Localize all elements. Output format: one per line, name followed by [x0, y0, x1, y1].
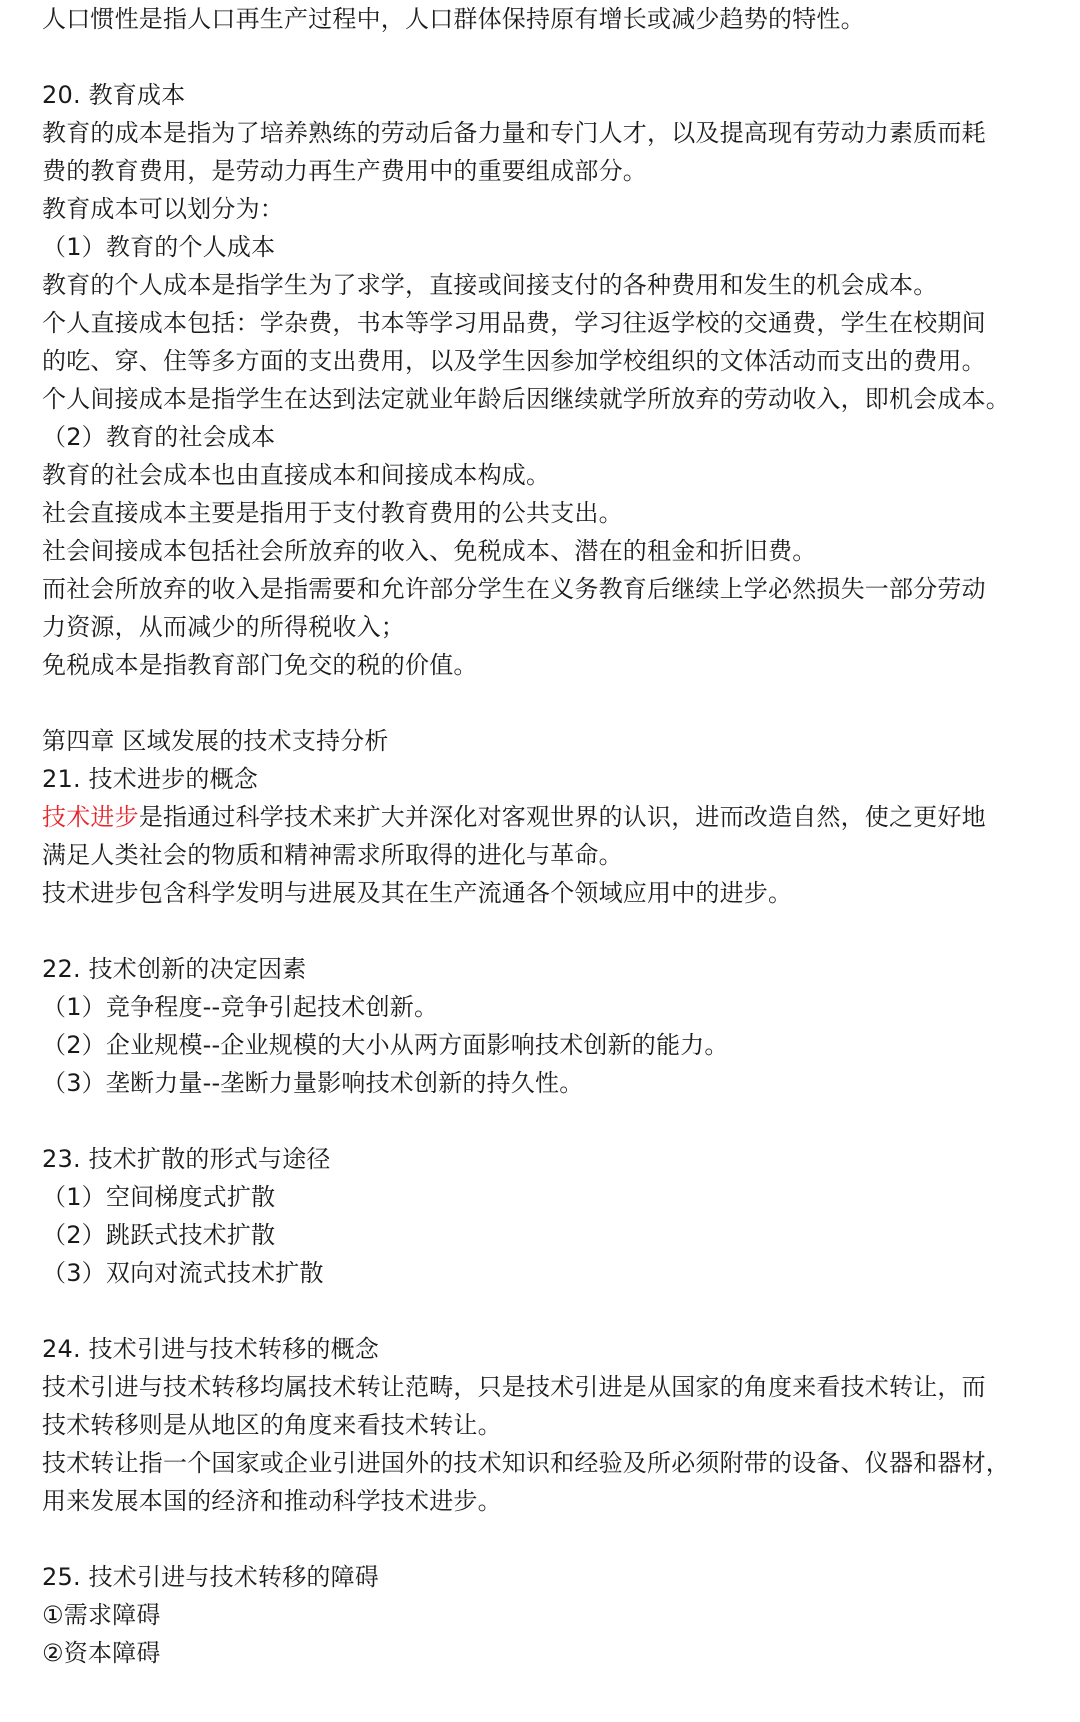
text-line [42, 798, 1072, 836]
text-line: 人口惯性是指人口再生产过程中，人口群体保持原有增长或减少趋势的特性。 [42, 5, 865, 33]
blank-line [42, 684, 1072, 722]
chapter-heading: 第四章 区域发展的技术支持分析 [42, 727, 389, 755]
list-item: （3）垄断力量--垄断力量影响技术创新的持久性。 [42, 1069, 584, 1097]
list-item: （1）教育的个人成本 [42, 233, 276, 261]
section-heading-20: 20. 教育成本 [42, 81, 186, 109]
text-line: 社会直接成本主要是指用于支付教育费用的公共支出。 [42, 499, 623, 527]
text-line: 技术进步包含科学发明与进展及其在生产流通各个领域应用中的进步。 [42, 879, 793, 907]
section-heading-22: 22. 技术创新的决定因素 [42, 955, 307, 983]
blank-line [42, 1292, 1072, 1330]
text-line: 技术转移则是从地区的角度来看技术转让。 [42, 1411, 502, 1439]
document-body [42, 0, 1072, 1672]
text-line: 费的教育费用，是劳动力再生产费用中的重要组成部分。 [42, 157, 647, 185]
section-heading-24: 24. 技术引进与技术转移的概念 [42, 1335, 379, 1363]
text-line: 技术引进与技术转移均属技术转让范畴，只是技术引进是从国家的角度来看技术转让，而 [42, 1373, 986, 1401]
text-line: 技术转让指一个国家或企业引进国外的技术知识和经验及所必须附带的设备、仪器和器材， [42, 1449, 1010, 1477]
text-line: 教育的社会成本也由直接成本和间接成本构成。 [42, 461, 551, 489]
list-item: （1）竞争程度--竞争引起技术创新。 [42, 993, 439, 1021]
text-line: 力资源，从而减少的所得税收入； [42, 613, 405, 641]
section-heading-23: 23. 技术扩散的形式与途径 [42, 1145, 331, 1173]
text-line: 教育的个人成本是指学生为了求学，直接或间接支付的各种费用和发生的机会成本。 [42, 271, 938, 299]
list-item: ①需求障碍 [42, 1601, 161, 1629]
text-line: 用来发展本国的经济和推动科学技术进步。 [42, 1487, 502, 1515]
text-line: 免税成本是指教育部门免交的税的价值。 [42, 651, 478, 679]
blank-line [42, 38, 1072, 76]
text-segment: 是指通过科学技术来扩大并深化对客观世界的认识，进而改造自然，使之更好地 [138, 803, 986, 831]
list-item: （2）教育的社会成本 [42, 423, 276, 451]
list-item: ②资本障碍 [42, 1639, 161, 1667]
blank-line [42, 912, 1072, 950]
text-line: 的吃、穿、住等多方面的支出费用，以及学生因参加学校组织的文体活动而支出的费用。 [42, 347, 986, 375]
list-item: （2）跳跃式技术扩散 [42, 1221, 276, 1249]
blank-line [42, 1520, 1072, 1558]
list-item: （2）企业规模--企业规模的大小从两方面影响技术创新的能力。 [42, 1031, 729, 1059]
list-item: （1）空间梯度式扩散 [42, 1183, 276, 1211]
text-line: 而社会所放弃的收入是指需要和允许部分学生在义务教育后继续上学必然损失一部分劳动 [42, 575, 986, 603]
text-line: 教育成本可以划分为： [42, 195, 284, 223]
list-item: （3）双向对流式技术扩散 [42, 1259, 324, 1287]
section-heading-21: 21. 技术进步的概念 [42, 765, 258, 793]
text-line: 满足人类社会的物质和精神需求所取得的进化与革命。 [42, 841, 623, 869]
text-line: 教育的成本是指为了培养熟练的劳动后备力量和专门人才，以及提高现有劳动力素质而耗 [42, 119, 986, 147]
highlighted-term: 技术进步 [42, 803, 139, 831]
text-line: 个人间接成本是指学生在达到法定就业年龄后因继续就学所放弃的劳动收入，即机会成本。 [42, 385, 1010, 413]
text-line: 社会间接成本包括社会所放弃的收入、免税成本、潜在的租金和折旧费。 [42, 537, 817, 565]
blank-line [42, 1102, 1072, 1140]
text-line: 个人直接成本包括：学杂费，书本等学习用品费，学习往返学校的交通费，学生在校期间 [42, 309, 986, 337]
section-heading-25: 25. 技术引进与技术转移的障碍 [42, 1563, 379, 1591]
